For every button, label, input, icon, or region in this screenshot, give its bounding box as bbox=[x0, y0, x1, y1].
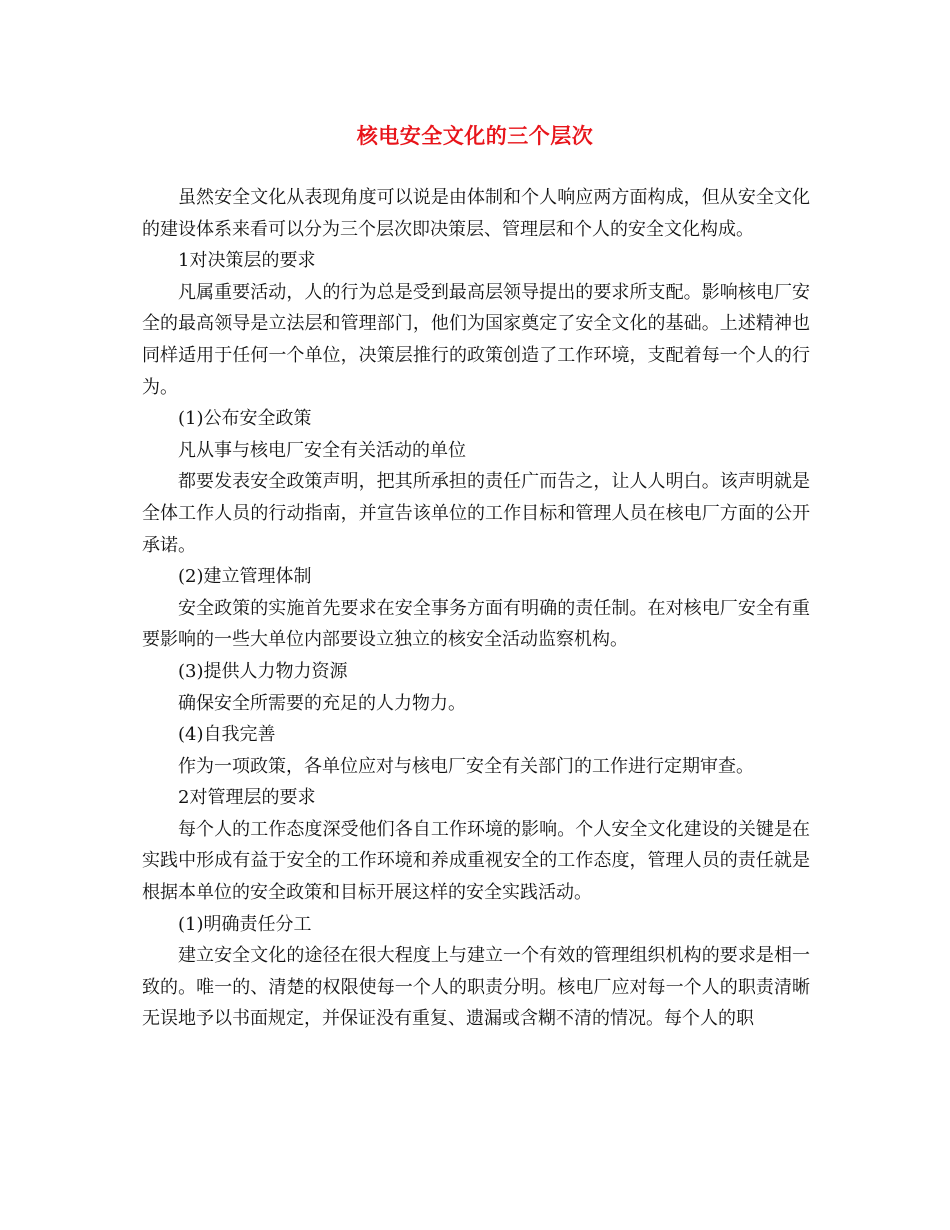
paragraph-management-system: 安全政策的实施首先要求在安全事务方面有明确的责任制。在对核电厂安全有重要影响的一些大单位内部要设立独立的核安全活动监察机构。 bbox=[142, 597, 810, 651]
section-heading-decision-layer: 1对决策层的要求 bbox=[178, 250, 316, 272]
subheading-management-system: (2)建立管理体制 bbox=[178, 566, 312, 588]
paragraph-responsibility: 建立安全文化的途径在很大程度上与建立一个有效的管理组织机构的要求是相一致的。唯一的、清楚的权限使每一个人的职责分明。核电厂应对每一个人的职责清晰无误地予以书面规定，并保证没有重复、遗漏或含糊不清的情况。每个人的职 bbox=[142, 945, 810, 1030]
subheading-safety-policy: (1)公布安全政策 bbox=[178, 408, 312, 430]
paragraph-safety-policy-2: 都要发表安全政策声明，把其所承担的责任广而告之，让人人明白。该声明就是全体工作人员的行动指南，并宣告该单位的工作目标和管理人员在核电厂方面的公开承诺。 bbox=[142, 471, 810, 556]
paragraph-intro: 虽然安全文化从表现角度可以说是由体制和个人响应两方面构成，但从安全文化的建设体系来看可以分为三个层次即决策层、管理层和个人的安全文化构成。 bbox=[142, 187, 810, 240]
paragraph-decision-layer: 凡属重要活动，人的行为总是受到最高层领导提出的要求所支配。影响核电厂安全的最高领导是立法层和管理部门，他们为国家奠定了安全文化的基础。上述精神也同样适用于任何一个单位，决策层推行的政策创造了工作环境，支配着每一个人的行为。 bbox=[142, 281, 810, 398]
subheading-responsibility: (1)明确责任分工 bbox=[178, 913, 312, 935]
document-body bbox=[142, 182, 810, 1035]
subheading-resources: (3)提供人力物力资源 bbox=[178, 660, 348, 682]
subheading-self-improvement: (4)自我完善 bbox=[178, 724, 276, 746]
paragraph-management-layer: 每个人的工作态度深受他们各自工作环境的影响。个人安全文化建设的关键是在实践中形成有益于安全的工作环境和养成重视安全的工作态度，管理人员的责任就是根据本单位的安全政策和目标开展这样的安全实践活动。 bbox=[142, 818, 810, 904]
paragraph-safety-policy-1: 凡从事与核电厂安全有关活动的单位 bbox=[178, 439, 466, 461]
paragraph-resources: 确保安全所需要的充足的人力物力。 bbox=[178, 692, 466, 714]
document-title: 核电安全文化的三个层次 bbox=[356, 124, 594, 148]
section-heading-management-layer: 2对管理层的要求 bbox=[178, 787, 316, 809]
paragraph-self-improvement: 作为一项政策，各单位应对与核电厂安全有关部门的工作进行定期审查。 bbox=[178, 755, 754, 777]
